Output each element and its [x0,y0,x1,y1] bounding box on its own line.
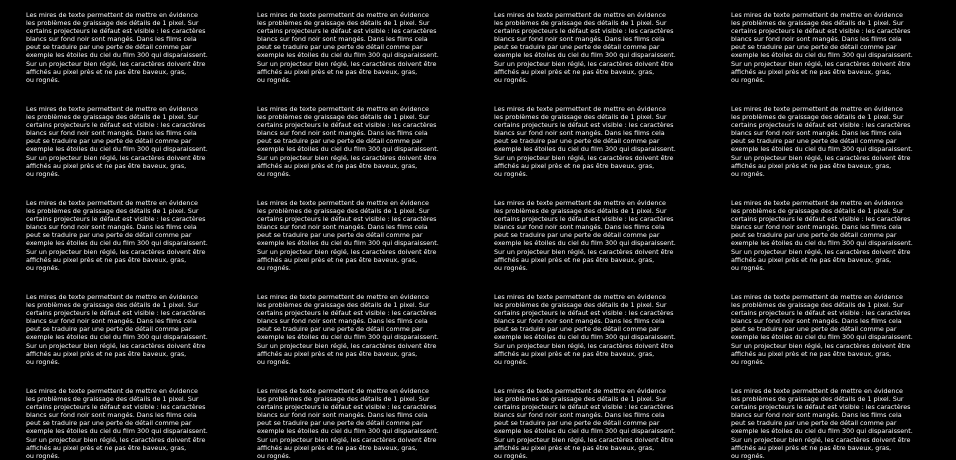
text-line: peut se traduire par une perte de détail comme par [257,325,423,334]
text-line: affichés au pixel près et ne pas être baveux, gras, [731,443,892,452]
text-line: Les mires de texte permettent de mettre en évidence [731,199,903,207]
text-line: blancs sur fond noir sont mangés. Dans les films cela [257,223,428,232]
text-line: ou rognés. [257,75,291,84]
text-line: Sur un projecteur bien réglé, les caractères doivent être [731,59,911,68]
text-line: affichés au pixel près et ne pas être baveux, gras, [257,443,418,452]
text-line: peut se traduire par une perte de détail comme par [257,231,423,240]
text-line: peut se traduire par une perte de détail comme par [731,419,897,428]
text-block [257,11,482,84]
text-line: certains projecteurs le défaut est visible : les caractères [257,215,437,224]
text-block [26,199,251,272]
text-line: peut se traduire par une perte de détail comme par [731,231,897,240]
text-block [26,105,251,178]
text-line: certains projecteurs le défaut est visible : les caractères [494,309,674,318]
text-line: les problèmes de graissage des détails de 1 pixel. Sur [731,207,904,216]
text-line: peut se traduire par une perte de détail comme par [494,325,660,334]
text-line: blancs sur fond noir sont mangés. Dans les films cela [26,129,197,138]
text-block [494,387,719,460]
text-line: blancs sur fond noir sont mangés. Dans les films cela [731,35,902,44]
text-line: exemple les étoiles du ciel du film 300 qui disparaissent. [26,333,208,342]
text-line: Sur un projecteur bien réglé, les caractères doivent être [26,435,206,444]
text-line: blancs sur fond noir sont mangés. Dans les films cela [257,411,428,420]
text-line: peut se traduire par une perte de détail comme par [731,137,897,146]
text-line: certains projecteurs le défaut est visible : les caractères [26,403,206,412]
text-line: blancs sur fond noir sont mangés. Dans les films cela [26,35,197,44]
text-line: blancs sur fond noir sont mangés. Dans les films cela [26,223,197,232]
text-line: affichés au pixel près et ne pas être baveux, gras, [26,349,187,358]
text-block [257,199,482,272]
text-line: blancs sur fond noir sont mangés. Dans les films cela [494,35,665,44]
text-line: ou rognés. [257,451,291,460]
text-line: les problèmes de graissage des détails de 1 pixel. Sur [26,113,199,122]
text-line: blancs sur fond noir sont mangés. Dans les films cela [731,223,902,232]
text-line: ou rognés. [257,263,291,272]
text-line: les problèmes de graissage des détails de 1 pixel. Sur [257,19,430,28]
text-line: peut se traduire par une perte de détail comme par [26,419,192,428]
text-line: exemple les étoiles du ciel du film 300 qui disparaissent. [257,333,439,342]
text-line: peut se traduire par une perte de détail comme par [26,43,192,52]
text-line: affichés au pixel près et ne pas être baveux, gras, [257,255,418,264]
text-line: certains projecteurs le défaut est visible : les caractères [26,309,206,318]
text-block [257,387,482,460]
text-line: Les mires de texte permettent de mettre en évidence [494,387,666,395]
text-line: exemple les étoiles du ciel du film 300 qui disparaissent. [494,145,676,154]
text-line: ou rognés. [494,451,528,460]
text-line: peut se traduire par une perte de détail comme par [26,231,192,240]
text-line: ou rognés. [494,357,528,366]
text-line: peut se traduire par une perte de détail comme par [257,419,423,428]
text-block [731,11,956,84]
text-line: certains projecteurs le défaut est visible : les caractères [731,403,911,412]
text-line: blancs sur fond noir sont mangés. Dans les films cela [494,411,665,420]
text-block [26,387,251,460]
text-line: affichés au pixel près et ne pas être baveux, gras, [257,349,418,358]
text-line: Sur un projecteur bien réglé, les caractères doivent être [731,435,911,444]
text-line: Les mires de texte permettent de mettre en évidence [26,199,198,207]
text-line: peut se traduire par une perte de détail comme par [731,43,897,52]
text-line: les problèmes de graissage des détails de 1 pixel. Sur [731,395,904,404]
text-line: exemple les étoiles du ciel du film 300 qui disparaissent. [26,239,208,248]
text-line: Les mires de texte permettent de mettre en évidence [257,11,429,19]
text-line: Les mires de texte permettent de mettre en évidence [26,11,198,19]
text-line: affichés au pixel près et ne pas être baveux, gras, [494,443,655,452]
text-line: blancs sur fond noir sont mangés. Dans les films cela [494,129,665,138]
text-line: Les mires de texte permettent de mettre en évidence [26,105,198,113]
text-line: les problèmes de graissage des détails de 1 pixel. Sur [26,301,199,310]
text-line: affichés au pixel près et ne pas être baveux, gras, [494,67,655,76]
text-line: peut se traduire par une perte de détail comme par [26,325,192,334]
text-line: affichés au pixel près et ne pas être baveux, gras, [731,255,892,264]
text-line: les problèmes de graissage des détails de 1 pixel. Sur [257,113,430,122]
text-line: exemple les étoiles du ciel du film 300 qui disparaissent. [257,427,439,436]
text-line: exemple les étoiles du ciel du film 300 qui disparaissent. [494,239,676,248]
text-block [257,293,482,366]
text-block [731,387,956,460]
text-line: blancs sur fond noir sont mangés. Dans les films cela [26,317,197,326]
text-line: les problèmes de graissage des détails de 1 pixel. Sur [494,301,667,310]
text-line: ou rognés. [731,169,765,178]
text-line: Les mires de texte permettent de mettre en évidence [257,293,429,301]
text-line: les problèmes de graissage des détails de 1 pixel. Sur [731,301,904,310]
text-line: ou rognés. [257,169,291,178]
text-line: les problèmes de graissage des détails de 1 pixel. Sur [494,395,667,404]
text-line: ou rognés. [731,263,765,272]
text-line: les problèmes de graissage des détails de 1 pixel. Sur [257,207,430,216]
text-line: certains projecteurs le défaut est visible : les caractères [731,215,911,224]
text-line: Sur un projecteur bien réglé, les caractères doivent être [257,153,437,162]
text-line: exemple les étoiles du ciel du film 300 qui disparaissent. [731,427,913,436]
text-line: les problèmes de graissage des détails de 1 pixel. Sur [494,207,667,216]
text-line: exemple les étoiles du ciel du film 300 qui disparaissent. [257,239,439,248]
text-line: certains projecteurs le défaut est visible : les caractères [257,403,437,412]
text-line: Sur un projecteur bien réglé, les caractères doivent être [494,341,674,350]
text-line: Sur un projecteur bien réglé, les caractères doivent être [731,341,911,350]
text-line: Les mires de texte permettent de mettre en évidence [731,387,903,395]
text-line: Sur un projecteur bien réglé, les caractères doivent être [26,59,206,68]
text-line: ou rognés. [26,451,60,460]
text-line: peut se traduire par une perte de détail comme par [257,137,423,146]
text-line: certains projecteurs le défaut est visible : les caractères [731,27,911,36]
text-line: blancs sur fond noir sont mangés. Dans les films cela [494,317,665,326]
text-line: exemple les étoiles du ciel du film 300 qui disparaissent. [731,239,913,248]
text-line: peut se traduire par une perte de détail comme par [494,137,660,146]
text-line: affichés au pixel près et ne pas être baveux, gras, [26,255,187,264]
text-line: peut se traduire par une perte de détail comme par [494,419,660,428]
text-line: certains projecteurs le défaut est visible : les caractères [26,121,206,130]
text-line: ou rognés. [26,357,60,366]
text-line: exemple les étoiles du ciel du film 300 qui disparaissent. [26,427,208,436]
text-line: les problèmes de graissage des détails de 1 pixel. Sur [26,19,199,28]
text-line: Sur un projecteur bien réglé, les caractères doivent être [26,153,206,162]
text-line: affichés au pixel près et ne pas être baveux, gras, [494,255,655,264]
text-line: Les mires de texte permettent de mettre en évidence [257,199,429,207]
text-line: exemple les étoiles du ciel du film 300 qui disparaissent. [26,51,208,60]
text-line: exemple les étoiles du ciel du film 300 qui disparaissent. [26,145,208,154]
text-line: certains projecteurs le défaut est visible : les caractères [494,27,674,36]
text-line: Sur un projecteur bien réglé, les caractères doivent être [494,247,674,256]
text-line: Les mires de texte permettent de mettre en évidence [494,293,666,301]
text-line: ou rognés. [731,451,765,460]
text-line: Sur un projecteur bien réglé, les caractères doivent être [494,435,674,444]
text-line: les problèmes de graissage des détails de 1 pixel. Sur [731,113,904,122]
text-line: affichés au pixel près et ne pas être baveux, gras, [731,349,892,358]
text-line: blancs sur fond noir sont mangés. Dans les films cela [257,35,428,44]
text-line: affichés au pixel près et ne pas être baveux, gras, [731,161,892,170]
text-line: Les mires de texte permettent de mettre en évidence [731,293,903,301]
text-block [257,105,482,178]
text-line: Sur un projecteur bien réglé, les caractères doivent être [257,341,437,350]
text-line: blancs sur fond noir sont mangés. Dans les films cela [494,223,665,232]
text-line: ou rognés. [26,263,60,272]
text-line: exemple les étoiles du ciel du film 300 qui disparaissent. [494,51,676,60]
text-line: peut se traduire par une perte de détail comme par [494,231,660,240]
text-line: exemple les étoiles du ciel du film 300 qui disparaissent. [257,145,439,154]
text-line: certains projecteurs le défaut est visible : les caractères [257,27,437,36]
text-line: Sur un projecteur bien réglé, les caractères doivent être [257,59,437,68]
text-line: certains projecteurs le défaut est visible : les caractères [257,309,437,318]
text-line: Les mires de texte permettent de mettre en évidence [257,387,429,395]
text-block [494,199,719,272]
text-line: Sur un projecteur bien réglé, les caractères doivent être [257,435,437,444]
text-line: blancs sur fond noir sont mangés. Dans les films cela [257,129,428,138]
text-line: les problèmes de graissage des détails de 1 pixel. Sur [26,395,199,404]
text-line: blancs sur fond noir sont mangés. Dans les films cela [731,411,902,420]
text-line: certains projecteurs le défaut est visible : les caractères [494,403,674,412]
text-line: ou rognés. [26,75,60,84]
text-line: ou rognés. [494,263,528,272]
text-block [731,293,956,366]
text-line: affichés au pixel près et ne pas être baveux, gras, [26,161,187,170]
text-block [731,105,956,178]
text-line: peut se traduire par une perte de détail comme par [257,43,423,52]
text-line: blancs sur fond noir sont mangés. Dans les films cela [731,317,902,326]
text-line: blancs sur fond noir sont mangés. Dans les films cela [26,411,197,420]
text-line: ou rognés. [494,75,528,84]
text-line: certains projecteurs le défaut est visible : les caractères [26,215,206,224]
text-line: Les mires de texte permettent de mettre en évidence [257,105,429,113]
text-block [26,11,251,84]
text-line: Les mires de texte permettent de mettre en évidence [494,105,666,113]
text-line: ou rognés. [257,357,291,366]
text-block [26,293,251,366]
text-line: peut se traduire par une perte de détail comme par [494,43,660,52]
text-line: ou rognés. [26,169,60,178]
text-line: exemple les étoiles du ciel du film 300 qui disparaissent. [731,145,913,154]
text-line: blancs sur fond noir sont mangés. Dans les films cela [257,317,428,326]
text-line: les problèmes de graissage des détails de 1 pixel. Sur [731,19,904,28]
text-line: affichés au pixel près et ne pas être baveux, gras, [257,161,418,170]
text-line: Sur un projecteur bien réglé, les caractères doivent être [494,153,674,162]
text-line: exemple les étoiles du ciel du film 300 qui disparaissent. [494,333,676,342]
text-line: les problèmes de graissage des détails de 1 pixel. Sur [257,301,430,310]
text-line: Les mires de texte permettent de mettre en évidence [26,293,198,301]
text-line: certains projecteurs le défaut est visible : les caractères [731,121,911,130]
text-line: ou rognés. [494,169,528,178]
text-line: affichés au pixel près et ne pas être baveux, gras, [257,67,418,76]
text-line: Les mires de texte permettent de mettre en évidence [494,199,666,207]
text-line: Sur un projecteur bien réglé, les caractères doivent être [26,341,206,350]
text-line: certains projecteurs le défaut est visible : les caractères [257,121,437,130]
text-block [494,293,719,366]
text-line: exemple les étoiles du ciel du film 300 qui disparaissent. [257,51,439,60]
text-block [494,105,719,178]
text-block [494,11,719,84]
text-line: Sur un projecteur bien réglé, les caractères doivent être [731,153,911,162]
text-line: affichés au pixel près et ne pas être baveux, gras, [731,67,892,76]
text-line: Sur un projecteur bien réglé, les caractères doivent être [494,59,674,68]
text-line: Sur un projecteur bien réglé, les caractères doivent être [731,247,911,256]
text-line: peut se traduire par une perte de détail comme par [26,137,192,146]
text-line: affichés au pixel près et ne pas être baveux, gras, [26,443,187,452]
text-line: certains projecteurs le défaut est visible : les caractères [494,121,674,130]
text-line: les problèmes de graissage des détails de 1 pixel. Sur [257,395,430,404]
text-block [731,199,956,272]
text-line: peut se traduire par une perte de détail comme par [731,325,897,334]
text-line: les problèmes de graissage des détails de 1 pixel. Sur [494,113,667,122]
text-line: exemple les étoiles du ciel du film 300 qui disparaissent. [731,51,913,60]
text-line: affichés au pixel près et ne pas être baveux, gras, [26,67,187,76]
text-line: les problèmes de graissage des détails de 1 pixel. Sur [494,19,667,28]
text-line: Les mires de texte permettent de mettre en évidence [731,105,903,113]
text-line: affichés au pixel près et ne pas être baveux, gras, [494,349,655,358]
text-line: ou rognés. [731,75,765,84]
text-line: certains projecteurs le défaut est visible : les caractères [494,215,674,224]
text-line: Les mires de texte permettent de mettre en évidence [731,11,903,19]
text-line: Sur un projecteur bien réglé, les caractères doivent être [26,247,206,256]
text-line: Sur un projecteur bien réglé, les caractères doivent être [257,247,437,256]
text-line: certains projecteurs le défaut est visible : les caractères [731,309,911,318]
text-line: affichés au pixel près et ne pas être baveux, gras, [494,161,655,170]
text-line: Les mires de texte permettent de mettre en évidence [26,387,198,395]
text-line: certains projecteurs le défaut est visible : les caractères [26,27,206,36]
text-line: ou rognés. [731,357,765,366]
text-line: Les mires de texte permettent de mettre en évidence [494,11,666,19]
text-line: exemple les étoiles du ciel du film 300 qui disparaissent. [494,427,676,436]
text-line: exemple les étoiles du ciel du film 300 qui disparaissent. [731,333,913,342]
text-line: blancs sur fond noir sont mangés. Dans les films cela [731,129,902,138]
text-line: les problèmes de graissage des détails de 1 pixel. Sur [26,207,199,216]
